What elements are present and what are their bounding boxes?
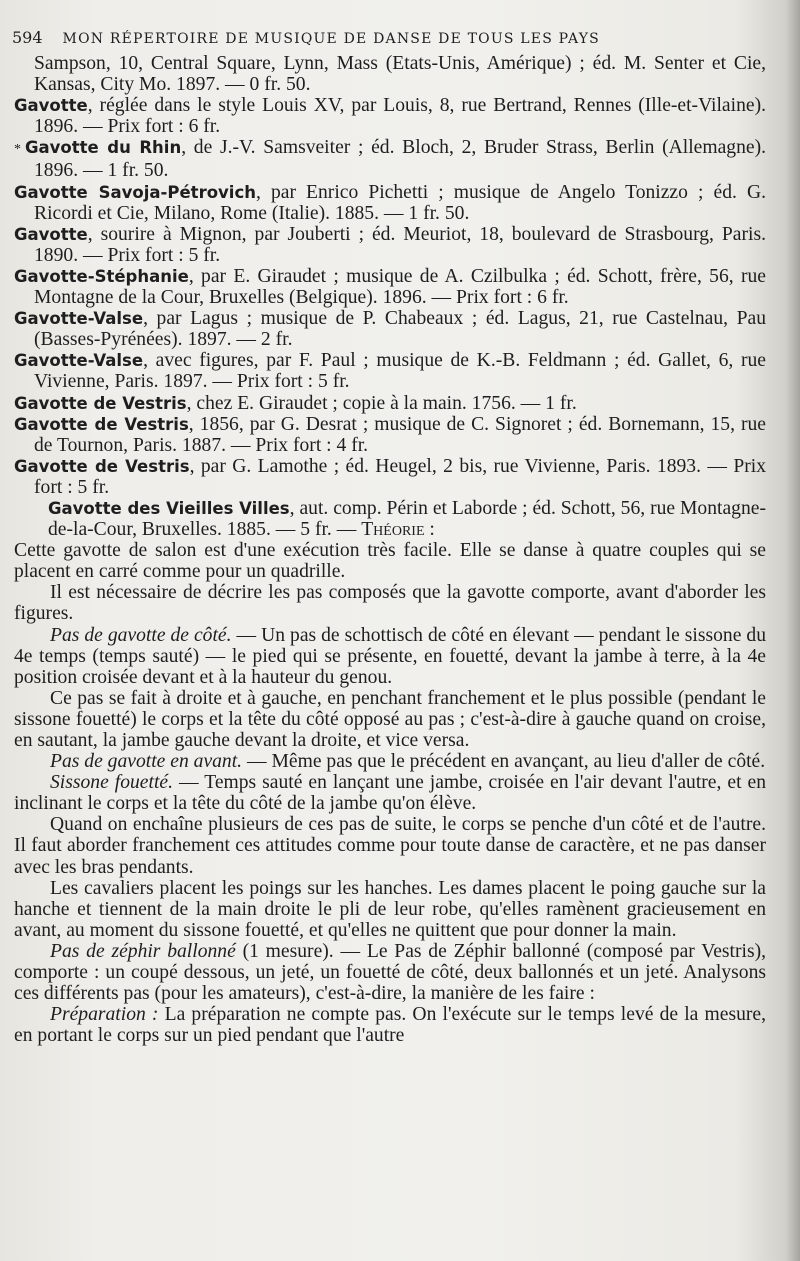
paragraph-text: Les cavaliers placent les poings sur les hanches. Les dames placent le poing gauche sur la hanche et tiennent de la main droite le pli de leur robe, qu'elles ramènent gracieusement en avant, au moment du sissone fouetté, et qu'elles ne quittent que pour donner la main.	[14, 877, 766, 941]
running-head	[12, 28, 766, 47]
catalog-entry	[12, 498, 766, 540]
paragraph	[12, 625, 766, 688]
entry-headword: Gavotte du Rhin	[25, 138, 182, 158]
catalog-entry-continuation	[12, 53, 766, 95]
entry-headword: Gavotte-Valse	[14, 309, 144, 329]
entry-headword: Gavotte Savoja-Pétrovich	[14, 182, 256, 202]
paragraph-text: — Même pas que le précédent en avançant, au lieu d'aller de côté.	[242, 751, 766, 773]
entry-text: , par E. Giraudet ; musique de A. Czilbulka ; éd. Schott, frère, 56, rue Montagne de la Cour, Bruxelles (Belgique). 1896. — Prix fort : 6 fr.	[34, 265, 766, 309]
paragraph	[12, 941, 766, 1004]
paragraph	[12, 582, 766, 624]
entry-headword: Gavotte de Vestris	[14, 456, 190, 476]
catalog-entry	[12, 182, 766, 224]
paragraph	[12, 878, 766, 941]
entry-headword: Gavotte-Stéphanie	[14, 266, 189, 286]
paragraph	[12, 540, 766, 582]
paragraph	[12, 814, 766, 877]
entry-text-end: :	[424, 519, 435, 541]
page-edge-shadow	[786, 0, 800, 1261]
running-title: MON RÉPERTOIRE DE MUSIQUE DE DANSE DE TOUS LES PAYS	[62, 31, 600, 47]
catalog-entry	[12, 137, 766, 181]
page-number: 594	[12, 28, 43, 47]
entry-text: Sampson, 10, Central Square, Lynn, Mass (Etats-Unis, Amérique) ; éd. M. Senter et Cie, Kansas, City Mo. 1897. — 0 fr. 50.	[34, 53, 766, 96]
catalog-entry	[12, 414, 766, 456]
paragraph-text: La préparation ne compte pas. On l'exécute sur le temps levé de la mesure, en portant le corps sur un pied pendant que l'autre	[14, 1004, 766, 1047]
paragraph-text: (1 mesure). — Le Pas de Zéphir ballonné (composé par Vestris), comporte : un coupé dessous, un jeté, un fouetté de côté, deux ballonnés et un jeté. Analysons ces différents pas (pour les amateurs), c'est-à-dire, la manière de les faire :	[14, 940, 766, 1005]
entry-text: , sourire à Mignon, par Jouberti ; éd. Meuriot, 18, boulevard de Strasbourg, Paris. 1890. — Prix fort : 5 fr.	[34, 223, 766, 266]
paragraph-lead: Pas de gavotte de côté.	[50, 624, 232, 646]
catalog-entry	[12, 95, 766, 137]
theory-label: Théorie	[361, 519, 425, 541]
entry-headword: Gavotte	[14, 224, 88, 244]
entry-headword: Gavotte-Valse	[14, 351, 144, 371]
entry-headword: Gavotte des Vieilles Villes	[48, 498, 290, 518]
entry-text: , chez E. Giraudet ; copie à la main. 1756. — 1 fr.	[186, 392, 577, 414]
entry-text: , aut. comp. Périn et Laborde ; éd. Schott, 56, rue Montagne-de-la-Cour, Bruxelles. 1885. — 5 fr. —	[48, 497, 766, 541]
catalog-entry	[12, 308, 766, 350]
catalog-entry	[12, 224, 766, 266]
page-body	[12, 53, 766, 1046]
paragraph-text: Quand on enchaîne plusieurs de ces pas de suite, le corps se penche d'un côté et de l'autre. Il faut aborder franchement ces attitudes comme pour toute danse de caractère, et ne pas danser avec les bras pendants.	[14, 814, 766, 878]
entry-headword: Gavotte de Vestris	[14, 414, 189, 434]
entry-text: , par G. Lamothe ; éd. Heugel, 2 bis, rue Vivienne, Paris. 1893. — Prix fort : 5 fr.	[34, 455, 766, 498]
paragraph-lead: Préparation :	[50, 1004, 159, 1026]
entry-headword: Gavotte de Vestris	[14, 393, 187, 413]
paragraph-text: Il est nécessaire de décrire les pas composés que la gavotte comporte, avant d'aborder les figures.	[14, 582, 766, 625]
paragraph-text: Cette gavotte de salon est d'une exécution très facile. Elle se danse à quatre couples qui se placent en carré comme pour un quadrille.	[14, 540, 766, 583]
paragraph-lead: Pas de zéphir ballonné	[50, 940, 236, 962]
catalog-entry	[12, 456, 766, 498]
catalog-entry	[12, 350, 766, 392]
paragraph	[12, 772, 766, 814]
entry-text: , de J.-V. Samsveiter ; éd. Bloch, 2, Bruder Strass, Berlin (Allemagne). 1896. — 1 fr. 50.	[34, 137, 766, 182]
paragraph	[12, 688, 766, 751]
asterisk-mark: *	[14, 142, 21, 158]
paragraph-lead: Sissone fouetté.	[50, 772, 173, 794]
paragraph	[12, 751, 766, 772]
entry-text: , réglée dans le style Louis XV, par Louis, 8, rue Bertrand, Rennes (Ille-et-Vilaine). 1896. — Prix fort : 6 fr.	[34, 95, 766, 138]
entry-text: , 1856, par G. Desrat ; musique de C. Signoret ; éd. Bornemann, 15, rue de Tournon, Paris. 1887. — Prix fort : 4 fr.	[34, 413, 766, 456]
paragraph-text: — Un pas de schottisch de côté en élevant — pendant le sissone du 4e temps (temps sauté) — le pied qui se présente, en fouetté, devant la jambe à terre, à la 4e position croisée devant et à la hauteur du genou.	[14, 624, 766, 688]
paragraph-text: — Temps sauté en lançant une jambe, croisée en l'air devant l'autre, et en inclinant le corps et la tête du côté de la jambe qu'on élève.	[14, 772, 766, 815]
paragraph	[12, 1004, 766, 1046]
paragraph-lead: Pas de gavotte en avant.	[50, 751, 243, 773]
catalog-entry	[12, 266, 766, 308]
entry-text: , avec figures, par F. Paul ; musique de K.-B. Feldmann ; éd. Gallet, 6, rue Vivienne, Paris. 1897. — Prix fort : 5 fr.	[34, 350, 766, 393]
catalog-entry	[12, 393, 766, 414]
paragraph-text: Ce pas se fait à droite et à gauche, en penchant franchement et le plus possible (pendant le sissone fouetté) le corps et la tête du côté opposé au pas ; c'est-à-dire à gauche quand on croise, en sautant, la jambe gauche devant la droite, et vice versa.	[14, 687, 766, 751]
entry-text: , par Enrico Pichetti ; musique de Angelo Tonizzo ; éd. G. Ricordi et Cie, Milano, Rome (Italie). 1885. — 1 fr. 50.	[34, 181, 766, 224]
entry-text: , par Lagus ; musique de P. Chabeaux ; éd. Lagus, 21, rue Castelnau, Pau (Basses-Pyrénées). 1897. — 2 fr.	[34, 308, 766, 351]
entry-headword: Gavotte	[14, 96, 88, 116]
